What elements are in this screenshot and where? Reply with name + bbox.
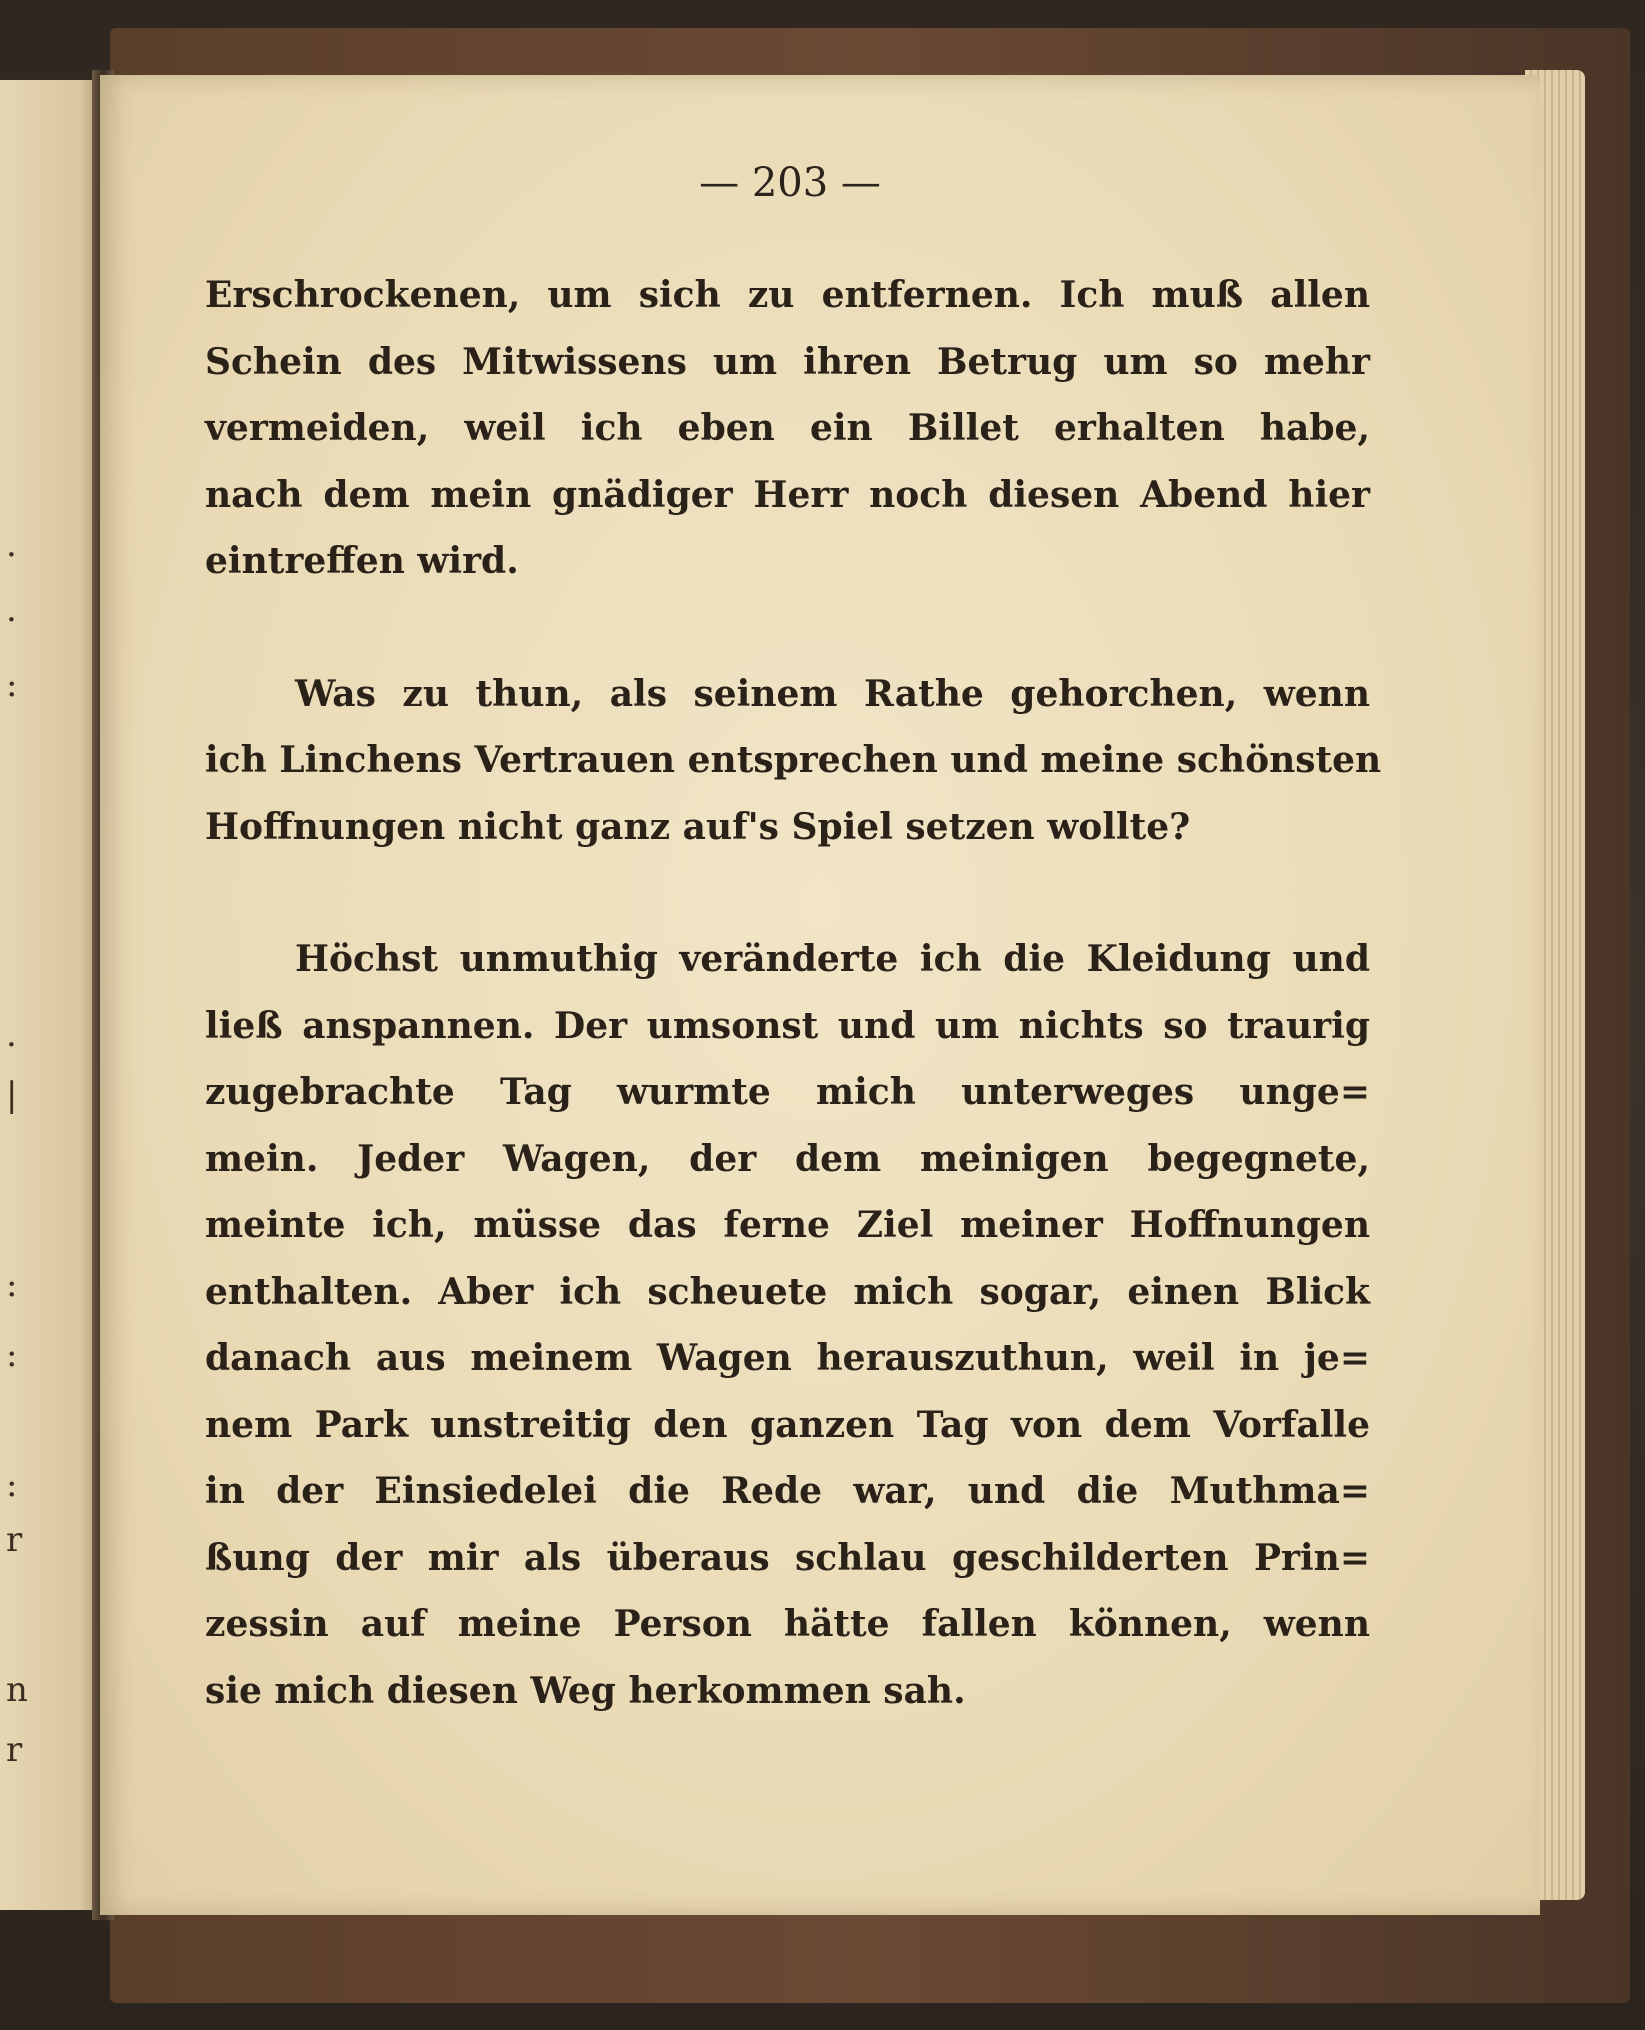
text-line: Erschrockenen, um sich zu entfernen. Ich muß allen <box>205 274 1370 316</box>
text-line: Was zu thun, als seinem Rathe gehorchen, wenn <box>295 672 1370 715</box>
paragraph-gap <box>205 595 1370 661</box>
paragraph-gap <box>205 860 1370 926</box>
paragraph <box>205 262 1370 595</box>
text-line: meinte ich, müsse das ferne Ziel meiner Hoffnungen <box>205 1204 1370 1246</box>
text-line: mein. Jeder Wagen, der dem meinigen begegnete, <box>205 1137 1370 1180</box>
left-page-mark: r <box>6 1730 23 1770</box>
text-line: ich Linchens Vertrauen entsprechen und meine schönsten <box>205 739 1382 781</box>
text-line: zugebrachte Tag wurmte mich unterweges unge= <box>205 1071 1370 1113</box>
left-page-mark: · <box>6 1025 17 1065</box>
text-line: Hoffnungen nicht ganz auf's Spiel setzen wollte? <box>205 805 1191 848</box>
left-page-mark: : <box>6 665 18 705</box>
left-page-mark: · <box>6 535 17 575</box>
left-page-mark: | <box>6 1075 18 1115</box>
left-page-edge <box>0 80 100 1910</box>
text-line: nach dem mein gnädiger Herr noch diesen Abend hier <box>205 473 1370 516</box>
left-page-mark: r <box>6 1520 23 1560</box>
text-line: enthalten. Aber ich scheuete mich sogar, einen Blick <box>205 1270 1370 1313</box>
text-line: danach aus meinem Wagen herauszuthun, weil in je= <box>205 1337 1370 1379</box>
text-line: Höchst unmuthig veränderte ich die Kleidung und <box>295 938 1370 980</box>
text-line: sie mich diesen Weg herkommen sah. <box>205 1669 966 1712</box>
text-line: vermeiden, weil ich eben ein Billet erhalten habe, <box>205 407 1370 449</box>
text-line: ßung der mir als überaus schlau geschilderten Prin= <box>205 1536 1370 1579</box>
text-line: nem Park unstreitig den ganzen Tag von dem Vorfalle <box>205 1403 1370 1446</box>
left-page-mark: : <box>6 1265 18 1305</box>
left-page-mark: : <box>6 1465 18 1505</box>
left-page-mark: : <box>6 1335 18 1375</box>
text-line: zessin auf meine Person hätte fallen können, wenn <box>205 1603 1370 1645</box>
text-line: ließ anspannen. Der umsonst und um nichts so traurig <box>205 1004 1370 1047</box>
paragraph <box>205 926 1370 1724</box>
left-page-mark: n <box>6 1670 28 1710</box>
body-text <box>205 262 1382 1724</box>
left-page-mark: · <box>6 600 17 640</box>
paragraph <box>205 661 1382 861</box>
text-line: Schein des Mitwissens um ihren Betrug um so mehr <box>205 340 1370 383</box>
text-line: eintreffen wird. <box>205 540 519 582</box>
text-line: in der Einsiedelei die Rede war, und die Muthma= <box>205 1470 1370 1512</box>
page-number: — 203 — <box>699 160 881 206</box>
